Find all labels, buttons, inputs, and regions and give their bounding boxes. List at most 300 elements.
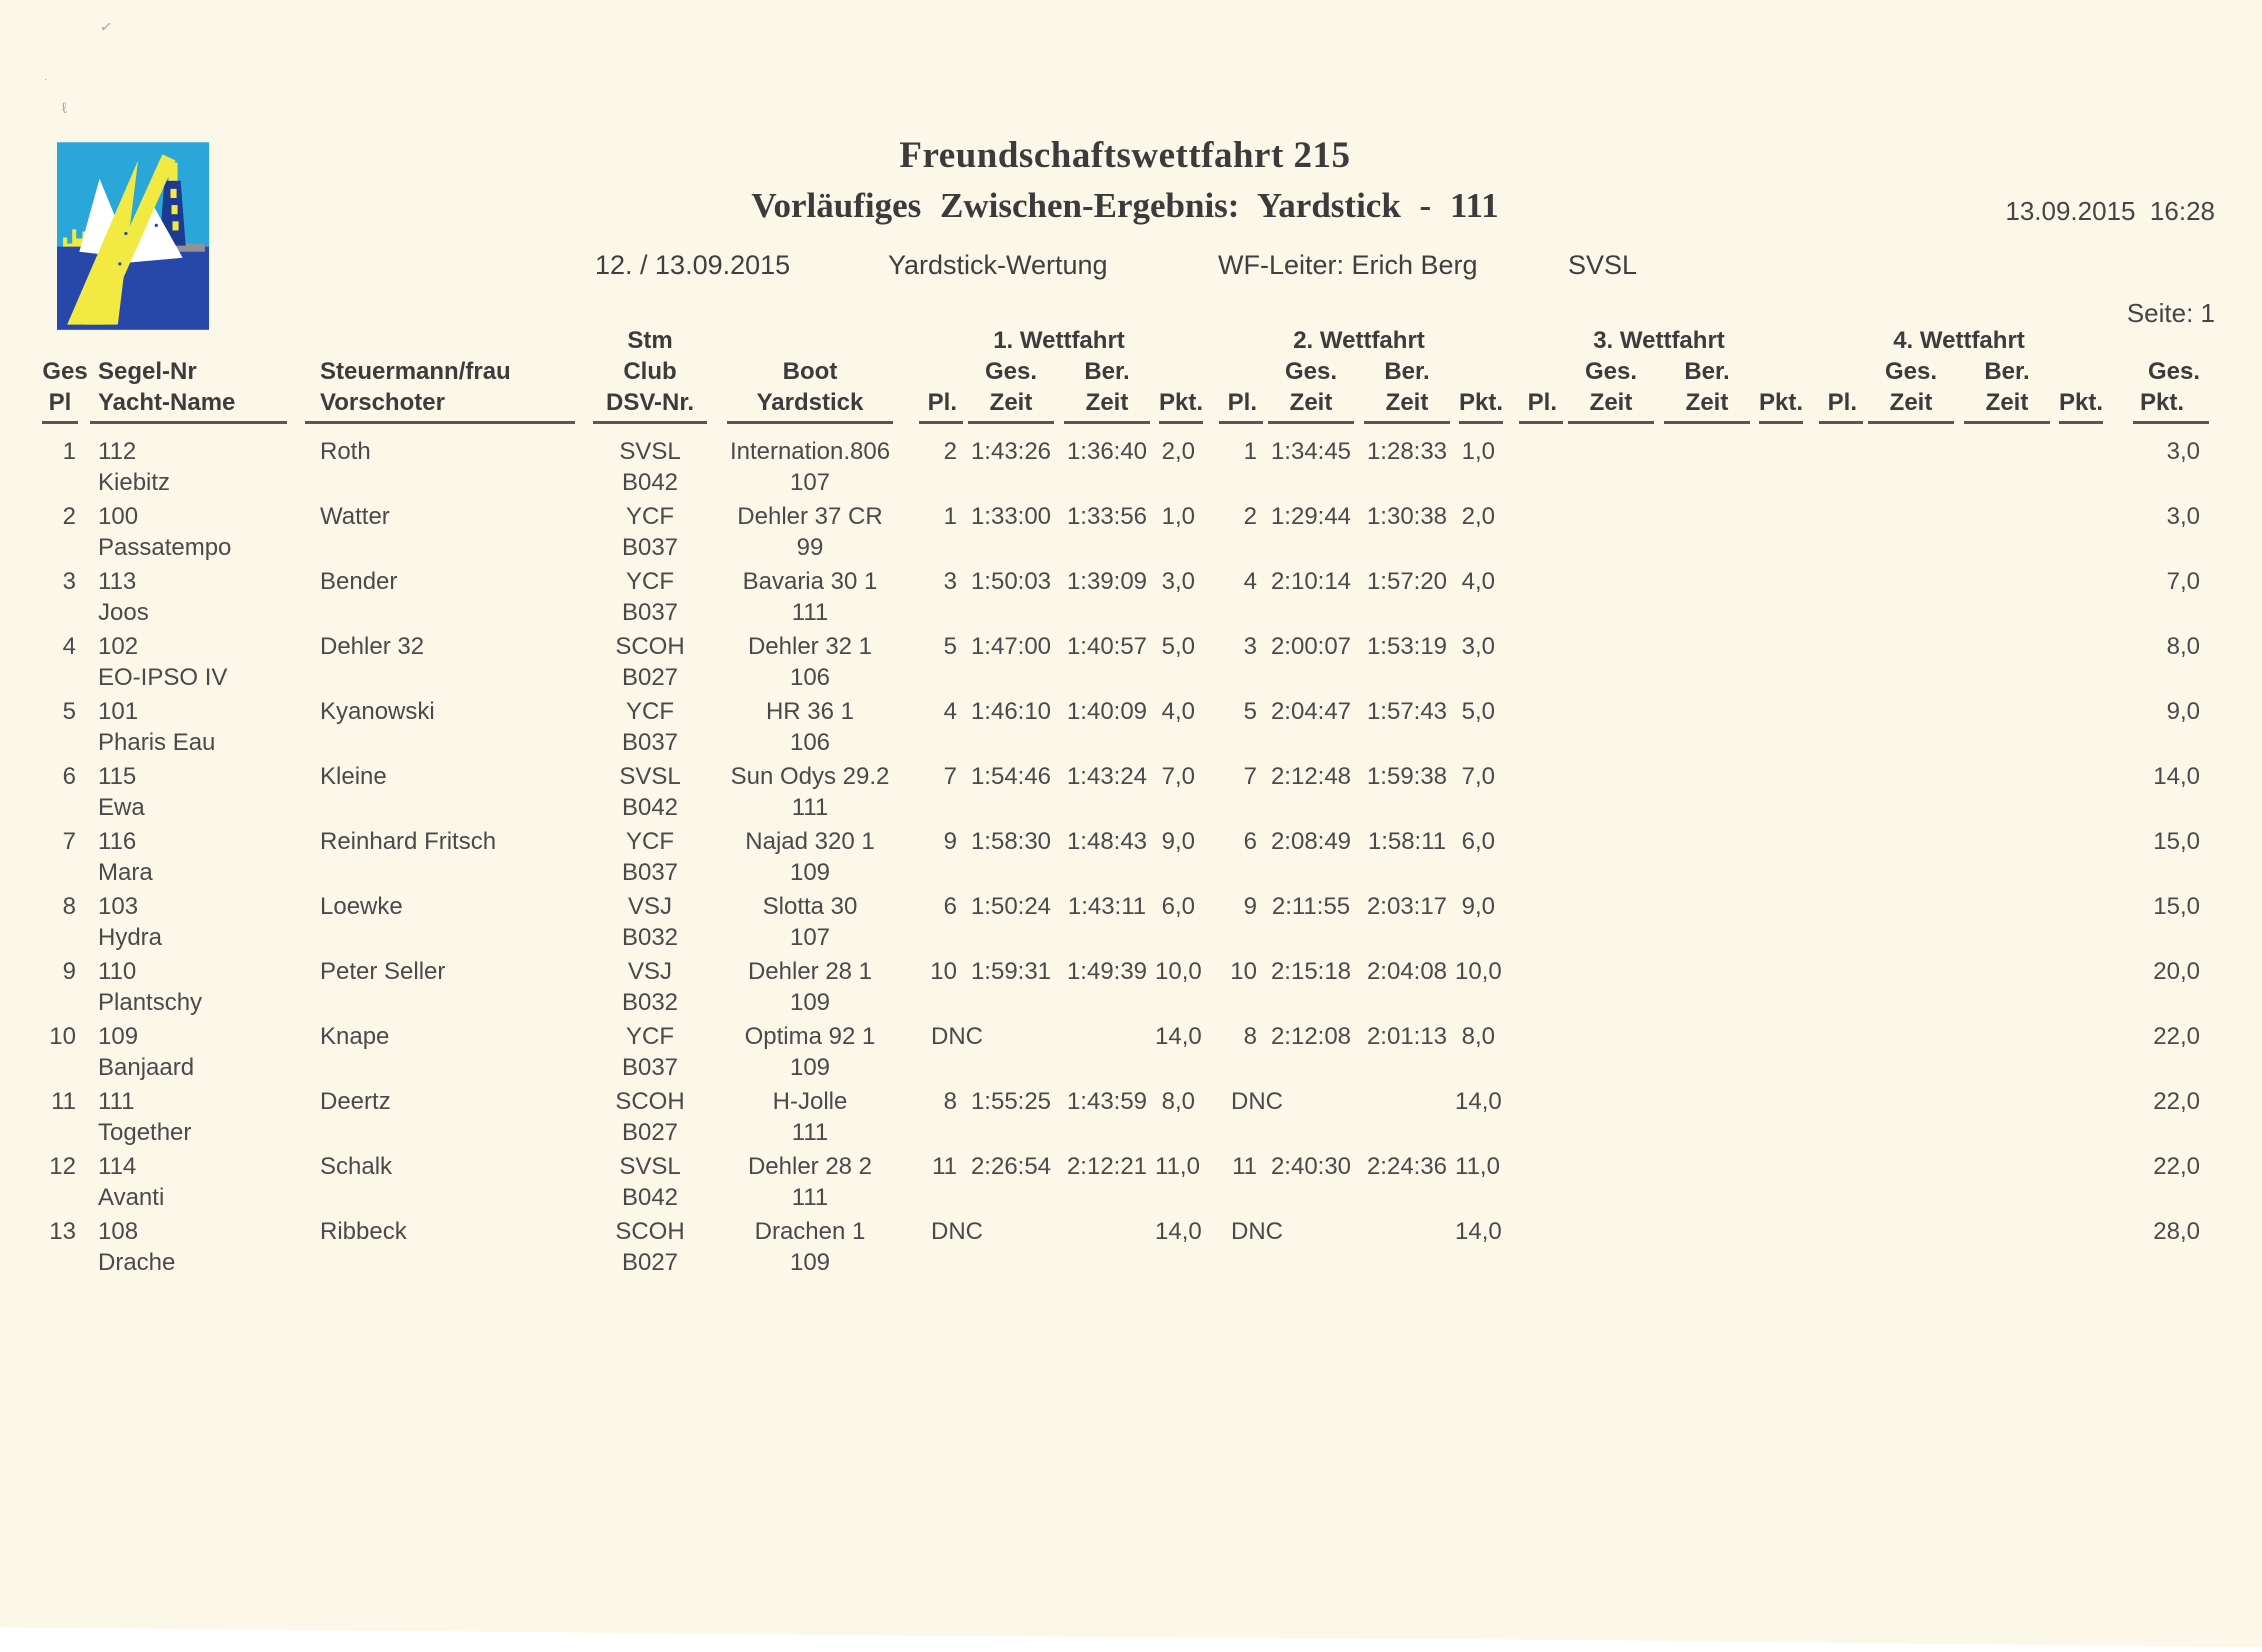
- total-points: 8,0: [2166, 633, 2200, 660]
- race-elapsed-time: 2:26:54: [970, 1153, 1052, 1180]
- race-points: [1755, 631, 1805, 662]
- sail-number-and-yacht-name: 100 Passatempo: [98, 503, 232, 561]
- header-race-pkt: Pkt.: [1459, 387, 1503, 424]
- race-elapsed-time: [1863, 1216, 1959, 1247]
- event-date-range: 12. / 13.09.2015: [595, 250, 791, 280]
- race-corrected-time: 1:48:43: [1066, 828, 1148, 855]
- overall-place: 11: [51, 1088, 76, 1115]
- race-place: 3: [943, 568, 957, 595]
- race-elapsed-time: 1:33:00: [970, 503, 1052, 530]
- race-elapsed-time: 2:10:14: [1270, 568, 1352, 595]
- organizing-club: SVSL: [1568, 250, 1638, 280]
- race-corrected-time: [1659, 1216, 1755, 1247]
- race-points: 14,0: [1455, 1218, 1502, 1245]
- header-race-4: 4. Wettfahrt: [1893, 327, 2025, 354]
- race-elapsed-time: 1:43:26: [970, 438, 1052, 465]
- race-points: 14,0: [1155, 1218, 1202, 1245]
- race-corrected-time: [1959, 1151, 2055, 1182]
- race-elapsed-time: 1:58:30: [970, 828, 1052, 855]
- race-corrected-time: 1:39:09: [1066, 568, 1148, 595]
- race-elapsed-time: [1863, 956, 1959, 987]
- race-officer: WF-Leiter: Erich Berg: [1218, 250, 1478, 280]
- boat-type-and-yardstick: Dehler 32 1 106: [747, 633, 873, 691]
- race-corrected-time: [1959, 956, 2055, 987]
- race-place: 5: [1243, 698, 1257, 725]
- race-place: [1505, 566, 1563, 597]
- race-corrected-time: 1:43:11: [1067, 893, 1147, 920]
- helmsman-crew: Peter Seller: [320, 958, 446, 985]
- race-place: [1505, 956, 1563, 987]
- race-place: [1805, 956, 1863, 987]
- race-points: 1,0: [1161, 503, 1195, 530]
- race-corrected-time: 2:24:36: [1366, 1153, 1448, 1180]
- race-place: DNC: [1231, 1218, 1283, 1245]
- race-corrected-time: 1:57:43: [1366, 698, 1448, 725]
- race-points: 4,0: [1161, 698, 1195, 725]
- result-row: [40, 956, 2225, 1021]
- race-elapsed-time: [1863, 1151, 1959, 1182]
- race-place: DNC: [1231, 1088, 1283, 1115]
- overall-place: 5: [62, 698, 76, 725]
- race-points: 2,0: [1161, 438, 1195, 465]
- header-ber-label: Ber.: [1684, 358, 1730, 385]
- club-and-dsv-number: YCF B037: [621, 1023, 679, 1081]
- club-and-dsv-number: VSJ B032: [621, 893, 679, 951]
- logo-detail-dot: [118, 262, 121, 265]
- race-place: [1805, 566, 1863, 597]
- race-place: DNC: [931, 1218, 983, 1245]
- race-corrected-time: [1659, 566, 1755, 597]
- race-place: [1505, 1086, 1563, 1117]
- helmsman-crew: Loewke: [320, 893, 403, 920]
- race-elapsed-time: [1563, 891, 1659, 922]
- race-elapsed-time: [1563, 631, 1659, 662]
- race-corrected-time: [1959, 1086, 2055, 1117]
- race-elapsed-time: 2:08:49: [1270, 828, 1352, 855]
- race-corrected-time: 1:49:39: [1066, 958, 1148, 985]
- header-race-pl: Pl.: [919, 387, 963, 424]
- result-row: [40, 761, 2225, 826]
- race-place: [1505, 436, 1563, 467]
- race-elapsed-time: [1863, 436, 1959, 467]
- page-subtitle: Vorläufiges Zwischen-Ergebnis: Yardstick - 111: [751, 186, 1499, 225]
- print-datetime: 13.09.2015 16:28: [2005, 196, 2215, 226]
- race-elapsed-time: 1:54:46: [970, 763, 1052, 790]
- race-place: 10: [930, 958, 957, 985]
- sail-number-and-yacht-name: 110 Plantschy: [98, 958, 203, 1016]
- race-corrected-time: 1:53:19: [1366, 633, 1448, 660]
- overall-place: 12: [49, 1153, 76, 1180]
- helmsman-crew: Roth: [320, 438, 371, 465]
- result-row: [40, 631, 2225, 696]
- header-race-pl: Pl.: [1819, 387, 1863, 424]
- header-vorschoter: Vorschoter: [305, 387, 575, 424]
- race-place: [1505, 891, 1563, 922]
- overall-place: 3: [62, 568, 76, 595]
- sail-number-and-yacht-name: 101 Pharis Eau: [98, 698, 216, 756]
- race-elapsed-time: 1:29:44: [1270, 503, 1352, 530]
- race-corrected-time: [1959, 761, 2055, 792]
- header-race-2: 2. Wettfahrt: [1293, 327, 1425, 354]
- race-elapsed-time: [963, 1021, 1059, 1052]
- race-place: 7: [943, 763, 957, 790]
- result-row: [40, 826, 2225, 891]
- overall-place: 7: [62, 828, 76, 855]
- race-points: [1755, 1151, 1805, 1182]
- race-points: 8,0: [1161, 1088, 1195, 1115]
- header-steuermann: Steuermann/frau: [320, 358, 511, 385]
- race-elapsed-time: [1863, 761, 1959, 792]
- race-points: 3,0: [1161, 568, 1195, 595]
- race-corrected-time: [1959, 566, 2055, 597]
- header-total-pkt: Pkt.: [2133, 387, 2209, 424]
- helmsman-crew: Reinhard Fritsch: [320, 828, 497, 855]
- header-ges-label: Ges.: [1584, 358, 1638, 385]
- race-elapsed-time: [963, 1216, 1059, 1247]
- race-corrected-time: [1959, 501, 2055, 532]
- header-race-zeit: Zeit: [1064, 387, 1150, 424]
- race-place: [1805, 891, 1863, 922]
- total-points: 3,0: [2166, 438, 2200, 465]
- race-corrected-time: [1359, 1086, 1455, 1117]
- sail-number-and-yacht-name: 116 Mara: [98, 828, 153, 886]
- race-points: 9,0: [1461, 893, 1495, 920]
- race-corrected-time: [1959, 631, 2055, 662]
- page-title: Freundschaftswettfahrt 215: [899, 135, 1351, 176]
- sail-number-and-yacht-name: 112 Kiebitz: [98, 438, 171, 496]
- boat-type-and-yardstick: H-Jolle 111: [772, 1088, 848, 1146]
- total-points: 15,0: [2153, 828, 2200, 855]
- race-elapsed-time: 1:55:25: [970, 1088, 1052, 1115]
- race-place: [1805, 761, 1863, 792]
- header-ges-label: Ges.: [1884, 358, 1938, 385]
- race-points: 7,0: [1461, 763, 1495, 790]
- header-yacht-name: Yacht-Name: [90, 387, 287, 424]
- race-points: [2055, 1216, 2105, 1247]
- boat-type-and-yardstick: HR 36 1 106: [765, 698, 855, 756]
- header-yardstick: Yardstick: [727, 387, 893, 424]
- club-and-dsv-number: YCF B037: [621, 828, 679, 886]
- race-corrected-time: 1:28:33: [1366, 438, 1448, 465]
- race-elapsed-time: 1:50:24: [970, 893, 1052, 920]
- sail-number-and-yacht-name: 111 Together: [98, 1088, 192, 1146]
- race-points: 8,0: [1461, 1023, 1495, 1050]
- table-header-row-2: [40, 356, 2225, 387]
- race-elapsed-time: [1563, 696, 1659, 727]
- club-and-dsv-number: SVSL B042: [619, 438, 681, 496]
- scan-artifact: ✓: [98, 18, 114, 37]
- boat-type-and-yardstick: Slotta 30 107: [762, 893, 858, 951]
- header-ges-label: Ges.: [984, 358, 1038, 385]
- race-points: [2055, 501, 2105, 532]
- race-points: 7,0: [1161, 763, 1195, 790]
- race-place: 7: [1243, 763, 1257, 790]
- race-corrected-time: 1:36:40: [1066, 438, 1148, 465]
- race-points: 11,0: [1455, 1153, 1500, 1180]
- helmsman-crew: Dehler 32: [320, 633, 425, 660]
- boat-type-and-yardstick: Najad 320 1 109: [745, 828, 875, 886]
- boat-type-and-yardstick: Bavaria 30 1 111: [742, 568, 878, 626]
- race-place: [1505, 826, 1563, 857]
- race-place: 6: [1243, 828, 1257, 855]
- race-elapsed-time: [1563, 826, 1659, 857]
- race-points: [2055, 696, 2105, 727]
- overall-place: 13: [49, 1218, 76, 1245]
- race-elapsed-time: [1563, 1216, 1659, 1247]
- race-points: [1755, 501, 1805, 532]
- result-row: [40, 1216, 2225, 1281]
- race-place: [1805, 696, 1863, 727]
- header-race-zeit: Zeit: [1364, 387, 1450, 424]
- total-points: 20,0: [2153, 958, 2200, 985]
- race-points: [1755, 436, 1805, 467]
- race-place: 11: [932, 1153, 957, 1180]
- overall-place: 9: [62, 958, 76, 985]
- results-rows: [40, 436, 2225, 1281]
- race-points: [1755, 1021, 1805, 1052]
- race-corrected-time: 1:57:20: [1366, 568, 1448, 595]
- boat-type-and-yardstick: Drachen 1 109: [754, 1218, 866, 1276]
- helmsman-crew: Schalk: [320, 1153, 393, 1180]
- race-place: 8: [943, 1088, 957, 1115]
- total-points: 22,0: [2153, 1153, 2200, 1180]
- race-elapsed-time: [1563, 566, 1659, 597]
- race-points: [2055, 1151, 2105, 1182]
- race-elapsed-time: 2:15:18: [1270, 958, 1352, 985]
- race-points: [2055, 761, 2105, 792]
- club-and-dsv-number: YCF B037: [621, 698, 679, 756]
- header-race-zeit: Zeit: [1964, 387, 2050, 424]
- race-place: [1805, 631, 1863, 662]
- race-place: 2: [1243, 503, 1257, 530]
- club-and-dsv-number: YCF B037: [621, 503, 679, 561]
- header-ges: Ges: [42, 358, 88, 385]
- race-place: 5: [943, 633, 957, 660]
- race-points: [2055, 956, 2105, 987]
- race-points: 14,0: [1155, 1023, 1202, 1050]
- sail-number-and-yacht-name: 109 Banjaard: [98, 1023, 195, 1081]
- race-corrected-time: [1059, 1216, 1155, 1247]
- race-place: [1805, 1216, 1863, 1247]
- race-corrected-time: [1059, 1021, 1155, 1052]
- race-corrected-time: 1:59:38: [1366, 763, 1448, 790]
- race-corrected-time: 1:40:57: [1066, 633, 1148, 660]
- result-row: [40, 1086, 2225, 1151]
- race-corrected-time: 1:43:24: [1066, 763, 1148, 790]
- header-ber-label: Ber.: [1984, 358, 2030, 385]
- race-place: [1805, 1021, 1863, 1052]
- race-elapsed-time: 1:34:45: [1270, 438, 1352, 465]
- header-race-zeit: Zeit: [968, 387, 1054, 424]
- race-points: [2055, 1021, 2105, 1052]
- race-place: [1805, 826, 1863, 857]
- result-row: [40, 1151, 2225, 1216]
- race-corrected-time: 2:12:21: [1066, 1153, 1148, 1180]
- race-points: 9,0: [1161, 828, 1195, 855]
- race-place: 6: [943, 893, 957, 920]
- race-corrected-time: 1:30:38: [1366, 503, 1448, 530]
- race-points: [2055, 566, 2105, 597]
- race-elapsed-time: [1563, 761, 1659, 792]
- race-place: [1505, 631, 1563, 662]
- race-corrected-time: [1659, 501, 1755, 532]
- race-corrected-time: [1959, 891, 2055, 922]
- race-points: [1755, 891, 1805, 922]
- race-elapsed-time: 1:50:03: [970, 568, 1052, 595]
- result-row: [40, 436, 2225, 501]
- overall-place: 6: [62, 763, 76, 790]
- total-points: 9,0: [2166, 698, 2200, 725]
- sail-number-and-yacht-name: 103 Hydra: [98, 893, 163, 951]
- race-corrected-time: [1959, 696, 2055, 727]
- header-race-3: 3. Wettfahrt: [1593, 327, 1725, 354]
- race-points: [1755, 1086, 1805, 1117]
- header-race-pl: Pl.: [1219, 387, 1263, 424]
- header-ber-label: Ber.: [1384, 358, 1430, 385]
- race-elapsed-time: 2:12:48: [1270, 763, 1352, 790]
- total-points: 14,0: [2153, 763, 2200, 790]
- race-elapsed-time: 2:04:47: [1270, 698, 1352, 725]
- race-place: [1505, 1216, 1563, 1247]
- race-corrected-time: 2:04:08: [1366, 958, 1448, 985]
- race-corrected-time: [1659, 1021, 1755, 1052]
- race-elapsed-time: 2:00:07: [1270, 633, 1352, 660]
- race-place: 9: [943, 828, 957, 855]
- race-corrected-time: 1:58:11: [1367, 828, 1447, 855]
- header-race-zeit: Zeit: [1268, 387, 1354, 424]
- race-place: 3: [1243, 633, 1257, 660]
- header-ber-label: Ber.: [1084, 358, 1130, 385]
- race-points: [1755, 956, 1805, 987]
- race-place: DNC: [931, 1023, 983, 1050]
- race-points: 5,0: [1461, 698, 1495, 725]
- race-points: 11,0: [1155, 1153, 1200, 1180]
- race-corrected-time: [1659, 1151, 1755, 1182]
- race-points: [2055, 891, 2105, 922]
- race-corrected-time: 1:43:59: [1066, 1088, 1148, 1115]
- race-elapsed-time: [1563, 1151, 1659, 1182]
- race-points: [1755, 826, 1805, 857]
- race-place: [1505, 696, 1563, 727]
- race-elapsed-time: [1563, 1021, 1659, 1052]
- race-place: [1505, 761, 1563, 792]
- race-points: 10,0: [1155, 958, 1202, 985]
- overall-place: 1: [62, 438, 76, 465]
- helmsman-crew: Watter: [320, 503, 390, 530]
- header-dsv-nr: DSV-Nr.: [593, 387, 707, 424]
- total-points: 28,0: [2153, 1218, 2200, 1245]
- race-elapsed-time: [1563, 436, 1659, 467]
- race-elapsed-time: [1863, 696, 1959, 727]
- header-total-ges: Ges.: [2147, 358, 2200, 385]
- boat-type-and-yardstick: Dehler 37 CR 99: [737, 503, 883, 561]
- race-elapsed-time: [1563, 501, 1659, 532]
- header-ges-label: Ges.: [1284, 358, 1338, 385]
- race-corrected-time: [1659, 826, 1755, 857]
- header-race-1: 1. Wettfahrt: [993, 327, 1125, 354]
- club-and-dsv-number: SCOH B027: [615, 633, 685, 691]
- race-elapsed-time: [1863, 501, 1959, 532]
- sail-number-and-yacht-name: 113 Joos: [98, 568, 149, 626]
- race-elapsed-time: 2:40:30: [1270, 1153, 1352, 1180]
- race-place: [1505, 1021, 1563, 1052]
- race-elapsed-time: 1:46:10: [970, 698, 1052, 725]
- club-and-dsv-number: SCOH B027: [615, 1088, 685, 1146]
- logo-detail-dot: [124, 232, 127, 235]
- race-corrected-time: [1659, 891, 1755, 922]
- sail-number-and-yacht-name: 114 Avanti: [98, 1153, 165, 1211]
- result-row: [40, 566, 2225, 631]
- club-and-dsv-number: SVSL B042: [619, 763, 681, 821]
- total-points: 3,0: [2166, 503, 2200, 530]
- race-place: [1805, 1086, 1863, 1117]
- helmsman-crew: Kleine: [320, 763, 387, 790]
- race-place: 2: [943, 438, 957, 465]
- race-corrected-time: [1659, 956, 1755, 987]
- boat-type-and-yardstick: Dehler 28 1 109: [747, 958, 873, 1016]
- header-boot: Boot: [782, 358, 838, 385]
- race-place: 9: [1243, 893, 1257, 920]
- header-race-zeit: Zeit: [1568, 387, 1654, 424]
- race-place: [1805, 501, 1863, 532]
- table-header-row-1: [40, 325, 2225, 356]
- helmsman-crew: Kyanowski: [320, 698, 435, 725]
- race-corrected-time: [1659, 1086, 1755, 1117]
- total-points: 22,0: [2153, 1023, 2200, 1050]
- race-elapsed-time: 2:11:55: [1271, 893, 1351, 920]
- race-corrected-time: 1:33:56: [1066, 503, 1148, 530]
- race-points: [2055, 826, 2105, 857]
- race-place: [1505, 1151, 1563, 1182]
- overall-place: 8: [62, 893, 76, 920]
- race-points: [2055, 631, 2105, 662]
- race-points: [2055, 436, 2105, 467]
- result-row: [40, 696, 2225, 761]
- race-corrected-time: 2:01:13: [1366, 1023, 1448, 1050]
- race-corrected-time: [1959, 1216, 2055, 1247]
- club-and-dsv-number: SCOH B027: [615, 1218, 685, 1276]
- race-points: [2055, 1086, 2105, 1117]
- scan-artifact: ·: [44, 74, 48, 85]
- race-elapsed-time: [1863, 1086, 1959, 1117]
- race-points: 4,0: [1461, 568, 1495, 595]
- race-place: 1: [943, 503, 957, 530]
- header-stm: Stm: [627, 327, 673, 354]
- helmsman-crew: Knape: [320, 1023, 390, 1050]
- race-elapsed-time: 1:47:00: [970, 633, 1052, 660]
- header-race-zeit: Zeit: [1868, 387, 1954, 424]
- race-elapsed-time: [1863, 1021, 1959, 1052]
- header-race-pkt: Pkt.: [1759, 387, 1803, 424]
- page-number: Seite: 1: [2126, 298, 2215, 328]
- race-points: 5,0: [1161, 633, 1195, 660]
- club-and-dsv-number: VSJ B032: [621, 958, 679, 1016]
- race-elapsed-time: [1863, 631, 1959, 662]
- total-points: 22,0: [2153, 1088, 2200, 1115]
- race-points: [1755, 1216, 1805, 1247]
- race-corrected-time: 1:40:09: [1066, 698, 1148, 725]
- race-elapsed-time: 2:12:08: [1270, 1023, 1352, 1050]
- scan-artifact: ℓ: [61, 99, 68, 118]
- race-place: 11: [1232, 1153, 1257, 1180]
- total-points: 7,0: [2166, 568, 2200, 595]
- sail-number-and-yacht-name: 115 Ewa: [98, 763, 145, 821]
- scoring-system: Yardstick-Wertung: [888, 250, 1108, 280]
- race-points: [1755, 761, 1805, 792]
- helmsman-crew: Ribbeck: [320, 1218, 407, 1245]
- race-corrected-time: [1359, 1216, 1455, 1247]
- boat-type-and-yardstick: Internation.806 107: [729, 438, 891, 496]
